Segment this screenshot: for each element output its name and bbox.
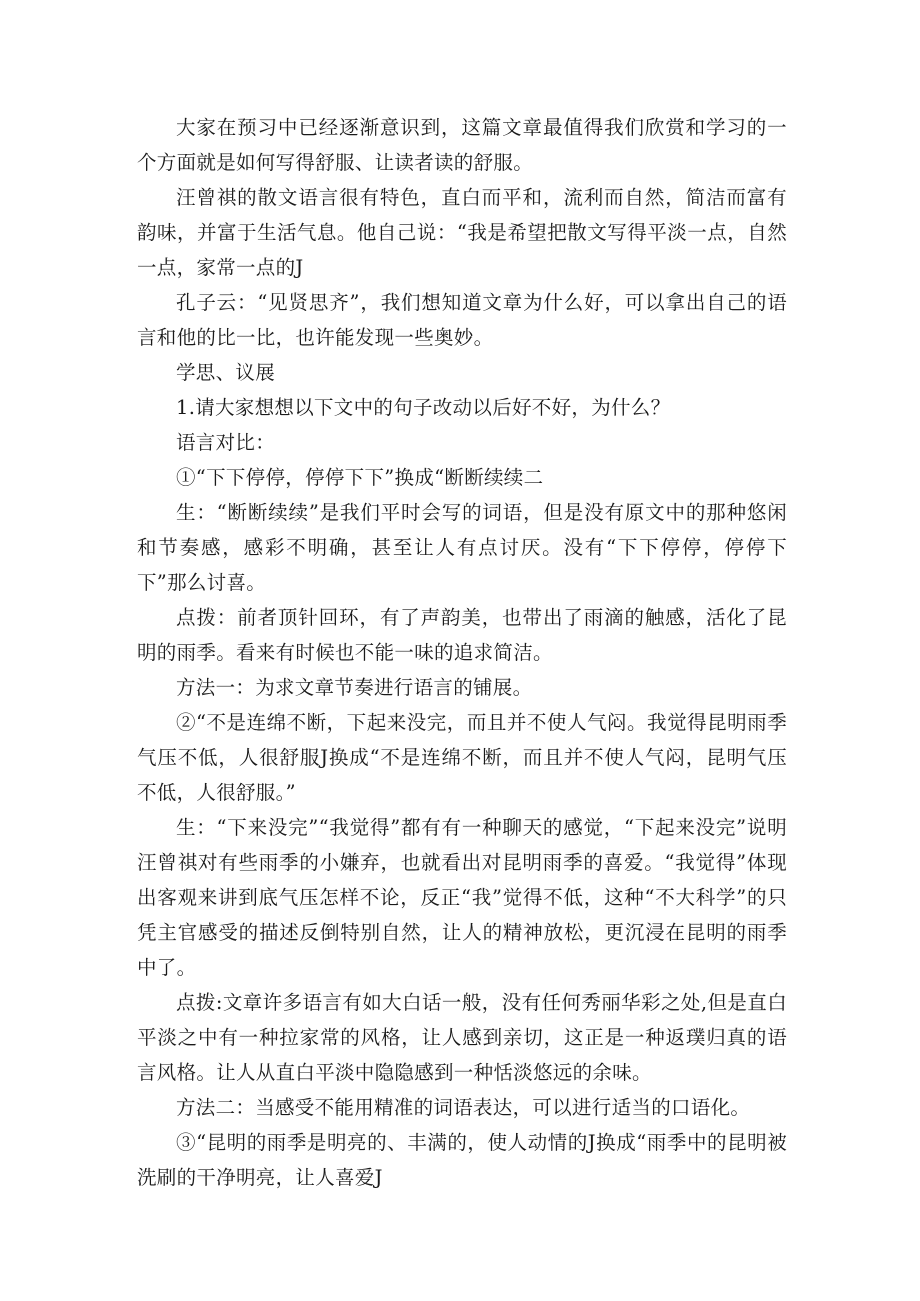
- question-1: 1.请大家想想以下文中的句子改动以后好不好，为什么？: [176, 396, 671, 419]
- comparison-item-1: ①“下下停停，停停下下”换成“断断续续二: [176, 466, 544, 489]
- paragraph-intro: 大家在预习中已经逐渐意识到，这篇文章最值得我们欣赏和学习的一个方面就是如何写得舒服、让读者读的舒服。: [137, 116, 787, 174]
- comparison-item-2: ②“不是连绵不断，下起来没完，而且并不使人气闷。我觉得昆明雨季气压不低，人很舒服J换成“不是连绵不断，而且并不使人气闷，昆明气压不低，人很舒服。”: [137, 711, 787, 804]
- paragraph-wang-zengqi-style: 汪曾祺的散文语言很有特色，直白而平和，流利而自然，简洁而富有韵味，并富于生活气息。他自己说：“我是希望把散文写得平淡一点，自然一点，家常一点的J: [137, 186, 787, 279]
- student-answer-2: 生：“下来没完”“我觉得”都有有一种聊天的感觉，“下起来没完”说明汪曾祺对有些雨季的小嫌弃，也就看出对昆明雨季的喜爱。“我觉得”体现出客观来讲到底气压怎样不论，反正“我”觉得不低，这种“不大科学”的只凭主官感受的描述反倒特别自然，让人的精神放松，更沉浸在昆明的雨季中了。: [137, 816, 787, 979]
- document-body: [137, 110, 787, 1195]
- comparison-item-3: ③“昆明的雨季是明亮的、丰满的，使人动情的J换成“雨季中的昆明被洗刷的干净明亮，让人喜爱J: [137, 1131, 787, 1189]
- language-comparison-label: 语言对比：: [176, 431, 276, 454]
- teacher-comment-1: 点拨：前者顶针回环，有了声韵美，也带出了雨滴的触感，活化了昆明的雨季。看来有时候也不能一味的追求简洁。: [137, 606, 787, 664]
- paragraph-confucius-quote: 孔子云：“见贤思齐”，我们想知道文章为什么好，可以拿出自己的语言和他的比一比，也许能发现一些奥妙。: [137, 291, 787, 349]
- section-heading-study-discuss: 学思、议展: [176, 361, 276, 384]
- student-answer-1: 生：“断断续续”是我们平时会写的词语，但是没有原文中的那种悠闲和节奏感，感彩不明确，甚至让人有点讨厌。没有“下下停停，停停下下”那么讨喜。: [137, 501, 787, 594]
- method-2: 方法二：当感受不能用精准的词语表达，可以进行适当的口语化。: [176, 1096, 751, 1119]
- teacher-comment-2: 点拨:文章许多语言有如大白话一般，没有任何秀丽华彩之处,但是直白平淡之中有一种拉家常的风格，让人感到亲切，这正是一种返璞归真的语言风格。让人从直白平淡中隐隐感到一种恬淡悠远的余味。: [137, 991, 787, 1084]
- method-1: 方法一：为求文章节奏进行语言的铺展。: [176, 676, 533, 699]
